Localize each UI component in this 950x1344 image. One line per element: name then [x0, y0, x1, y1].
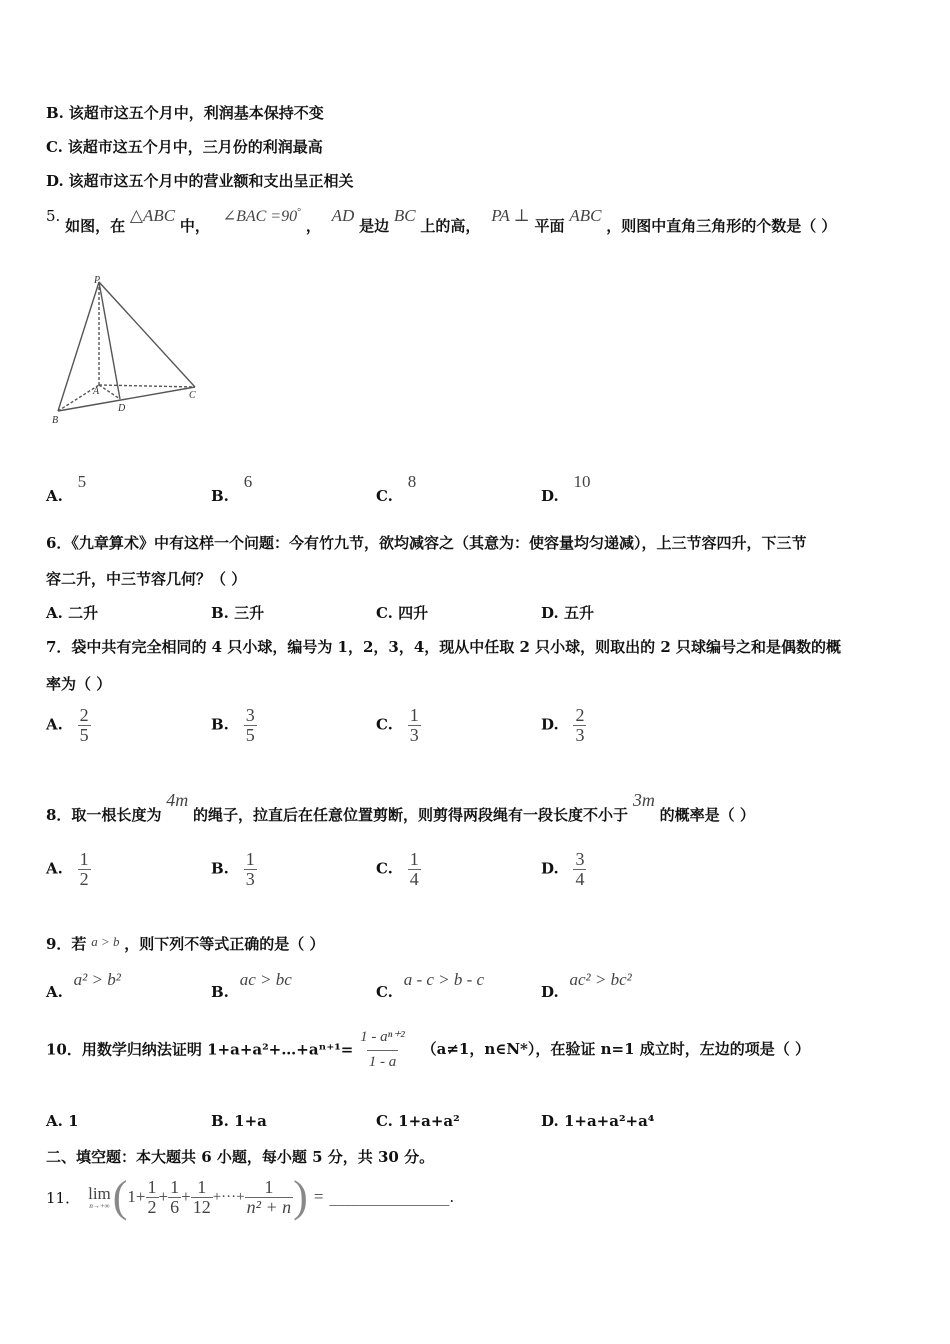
option-label: B.	[211, 859, 229, 878]
option-value: 6	[243, 472, 253, 491]
math-a-gt-b: a > b	[91, 934, 120, 949]
math-bc: BC	[393, 206, 416, 225]
denominator: 3	[575, 724, 585, 745]
math-pa-perp: PA ⊥	[491, 206, 530, 225]
fraction	[146, 1178, 159, 1217]
text: 9．若	[46, 935, 87, 953]
edge-bc	[58, 387, 195, 411]
denominator: 2	[147, 1196, 157, 1217]
option-expr: a² > b²	[73, 970, 121, 989]
fraction	[78, 850, 91, 889]
option-label: A.	[46, 859, 63, 878]
edge-pc	[99, 282, 195, 387]
fraction	[168, 1178, 181, 1217]
text: （a≠1，n∈N*），在验证 n=1 成立时，左边的项是（ ）	[421, 1040, 810, 1059]
option-label: D.	[541, 983, 559, 1001]
text: ，则图中直角三角形的个数是（ ）	[606, 217, 837, 235]
numerator: 1 - aⁿ⁺²	[360, 1029, 405, 1045]
q4-option-d	[46, 170, 354, 191]
text: 的概率是（ ）	[659, 806, 755, 824]
option-value: 10	[573, 472, 591, 491]
numerator: 1	[170, 1176, 180, 1197]
denominator: 5	[245, 724, 255, 745]
denominator: 5	[79, 724, 89, 745]
fraction	[408, 706, 421, 745]
numerator: 3	[575, 849, 585, 869]
math-4m: 4m	[166, 790, 189, 810]
numerator: 1	[409, 705, 419, 725]
q7-line1: 7．袋中共有完全相同的 4 只小球，编号为 1，2，3，4，现从中任取 2 只小球，则取出的 2 只球编号之和是偶数的概	[46, 638, 842, 656]
fraction	[244, 706, 257, 745]
q5-stem	[46, 205, 836, 239]
q9-option-a	[46, 970, 121, 1001]
option-label: D.	[541, 715, 559, 734]
option-text: 二升	[68, 604, 99, 622]
q6-option-c	[376, 602, 428, 623]
lim-subscript: n→+∞	[89, 1201, 110, 1210]
label-c: C	[189, 390, 196, 401]
fraction	[191, 1178, 213, 1217]
option-text: 该超市这五个月中的营业额和支出呈正相关	[68, 172, 354, 190]
option-text: 1	[68, 1112, 79, 1130]
q7-option-d	[541, 706, 586, 745]
text: 如图，在	[65, 217, 126, 235]
q10-option-b	[211, 1112, 267, 1130]
option-label: B.	[46, 104, 64, 122]
left-paren: (	[112, 1172, 128, 1221]
q9-option-c	[376, 970, 485, 1001]
option-label: A.	[46, 604, 63, 622]
q8-option-b	[211, 850, 257, 889]
option-label: C.	[376, 604, 393, 622]
fraction	[245, 1178, 294, 1217]
q10-stem	[46, 1030, 810, 1071]
numerator: 1	[147, 1176, 157, 1197]
option-label: B.	[211, 715, 229, 734]
option-label: C.	[376, 487, 393, 505]
option-expr: ac > bc	[239, 970, 292, 989]
pyramid-figure	[48, 270, 208, 430]
option-label: D.	[541, 1112, 559, 1130]
numerator: 1	[197, 1176, 207, 1197]
option-label: B.	[211, 1112, 229, 1130]
q10-option-a	[46, 1112, 79, 1130]
option-label: B.	[211, 983, 229, 1001]
edge-ac	[99, 385, 195, 387]
q6-line2: 容二升，中三节容几何？（ ）	[46, 570, 247, 588]
edge-ad	[99, 385, 120, 399]
denominator: 6	[170, 1196, 180, 1217]
fraction	[573, 706, 586, 745]
q11-stem	[46, 1172, 454, 1222]
denominator: 4	[409, 868, 419, 889]
q5-option-d	[541, 472, 591, 505]
option-text: 该超市这五个月中，利润基本保持不变	[68, 104, 324, 122]
question-number: 11．	[46, 1188, 81, 1207]
text: 是边	[359, 217, 390, 235]
math-abc: ABC	[569, 206, 602, 225]
option-label: D.	[541, 487, 559, 505]
q6-option-d	[541, 602, 594, 623]
right-paren: )	[293, 1172, 308, 1221]
q8-option-c	[376, 850, 421, 889]
q5-option-c	[376, 472, 417, 505]
option-label: B.	[211, 604, 229, 622]
plus: +	[158, 1187, 169, 1206]
denominator: 12	[192, 1196, 211, 1217]
edge-pd	[99, 282, 120, 399]
label-d: D	[118, 403, 126, 414]
option-label: A.	[46, 1112, 63, 1130]
expr-start: 1+	[127, 1187, 146, 1206]
q7-option-c	[376, 706, 421, 745]
q8-option-d	[541, 850, 586, 889]
denominator: n² + n	[246, 1196, 292, 1217]
label-p: P	[94, 275, 101, 286]
answer-blank[interactable]: ________________	[329, 1188, 450, 1206]
text: 中，	[179, 217, 210, 235]
numerator: 2	[575, 705, 585, 725]
math-angle-bac: ∠BAC =90	[222, 208, 298, 225]
option-label: C.	[376, 1112, 393, 1130]
label-a: A	[93, 386, 100, 397]
numerator: 1	[79, 849, 89, 869]
text: 10．用数学归纳法证明 1+a+a²+…+aⁿ⁺¹=	[46, 1040, 354, 1059]
fraction	[408, 850, 421, 889]
option-label: A.	[46, 983, 63, 1001]
denominator: 2	[79, 868, 89, 889]
fraction	[244, 850, 257, 889]
option-expr: a - c > b - c	[403, 970, 485, 989]
q9-stem	[46, 933, 325, 954]
option-text: 1+a+a²	[398, 1112, 460, 1130]
text: ，则下列不等式正确的是（ ）	[124, 935, 325, 953]
text: 上的高，	[420, 217, 481, 235]
q10-option-d	[541, 1112, 654, 1130]
denominator: 3	[245, 868, 255, 889]
option-text: 1+a	[234, 1112, 267, 1130]
q10-option-c	[376, 1112, 460, 1130]
q6-option-b	[211, 602, 264, 623]
q4-option-b	[46, 102, 324, 123]
option-label: A.	[46, 715, 63, 734]
limit	[88, 1185, 111, 1210]
option-label: D.	[46, 172, 64, 190]
fraction	[573, 850, 586, 889]
option-text: 该超市这五个月中，三月份的利润最高	[67, 138, 323, 156]
option-label: D.	[541, 604, 559, 622]
option-label: C.	[376, 859, 393, 878]
text: 的绳子，拉直后在任意位置剪断，则剪得两段绳有一段长度不小于	[193, 806, 629, 824]
fraction	[78, 706, 91, 745]
text: 8．取一根长度为	[46, 806, 162, 824]
q9-option-d	[541, 970, 632, 1001]
math-ad: AD	[331, 206, 355, 225]
q5-option-a	[46, 472, 87, 505]
option-label: C.	[46, 138, 63, 156]
q8-stem	[46, 790, 755, 824]
q8-option-a	[46, 850, 91, 889]
q9-option-b	[211, 970, 292, 1001]
option-label: B.	[211, 487, 229, 505]
option-label: A.	[46, 487, 63, 505]
question-number: 5.	[46, 207, 61, 225]
degree-symbol: °	[297, 207, 302, 218]
math-triangle-abc: △ABC	[129, 206, 176, 225]
period: .	[449, 1188, 455, 1206]
option-value: 5	[77, 472, 87, 491]
option-label: D.	[541, 859, 559, 878]
label-b: B	[52, 415, 59, 426]
option-label: C.	[376, 983, 393, 1001]
q7-option-a	[46, 706, 91, 745]
denominator: 1 - a	[367, 1050, 399, 1071]
equals: =	[313, 1187, 324, 1206]
q5-option-b	[211, 472, 253, 505]
numerator: 1	[409, 849, 419, 869]
numerator: 1	[264, 1176, 274, 1197]
text: 平面	[534, 217, 565, 235]
option-text: 1+a+a²+a⁴	[563, 1112, 655, 1130]
numerator: 1	[245, 849, 255, 869]
q6-option-a	[46, 602, 98, 623]
q6-line1: 6．《九章算术》中有这样一个问题：今有竹九节，欲均减容之（其意为：使容量均匀递减），上三节容四升，下三节	[46, 534, 807, 552]
denominator: 4	[575, 868, 585, 889]
option-label: C.	[376, 715, 393, 734]
denominator: 3	[409, 724, 419, 745]
option-expr: ac² > bc²	[569, 970, 632, 989]
q7-option-b	[211, 706, 257, 745]
numerator: 3	[245, 705, 255, 725]
q7-line2: 率为（ ）	[46, 675, 112, 693]
ellipsis: +···+	[212, 1188, 245, 1205]
option-text: 四升	[398, 604, 429, 622]
text: ，	[305, 217, 321, 235]
math-3m: 3m	[632, 790, 655, 810]
option-value: 8	[407, 472, 417, 491]
option-text: 五升	[563, 604, 594, 622]
numerator: 2	[79, 705, 89, 725]
option-text: 三升	[234, 604, 265, 622]
section-title: 二、填空题：本大题共 6 小题，每小题 5 分，共 30 分。	[46, 1148, 435, 1166]
lim-text: lim	[88, 1183, 111, 1203]
plus: +	[181, 1187, 191, 1206]
q4-option-c	[46, 136, 323, 157]
fraction	[358, 1030, 407, 1071]
